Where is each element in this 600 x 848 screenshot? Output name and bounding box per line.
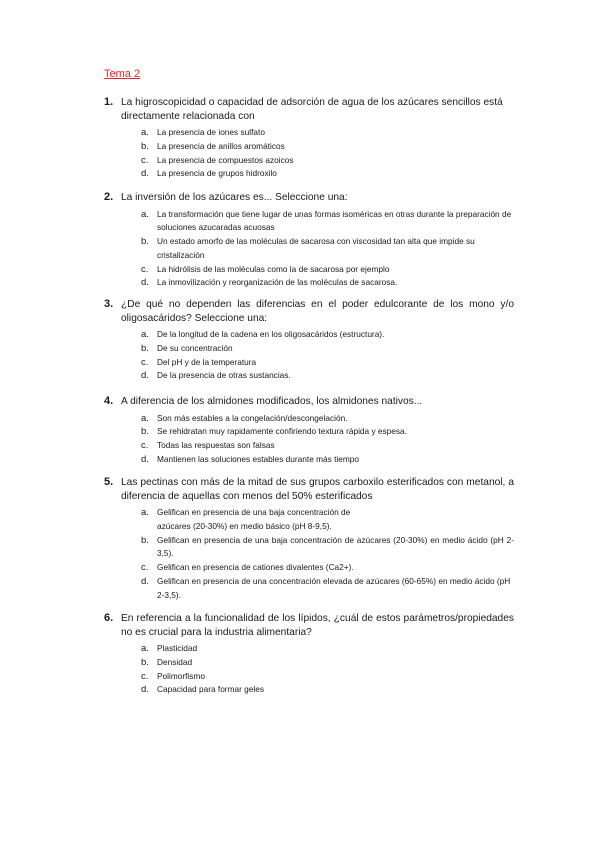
question-number: 6. bbox=[104, 612, 114, 624]
option-a[interactable] bbox=[104, 126, 514, 140]
option-a[interactable] bbox=[104, 642, 514, 656]
question-6 bbox=[104, 612, 514, 697]
option-c[interactable] bbox=[104, 561, 514, 575]
option-b[interactable] bbox=[104, 140, 514, 154]
question-2 bbox=[104, 191, 514, 290]
option-text: Son más estables a la congelación/descongelación. bbox=[157, 412, 348, 423]
option-b[interactable] bbox=[104, 342, 514, 356]
question-text: ¿De qué no dependen las diferencias en el poder edulcorante de los mono y/o oligosacáridos? Seleccione una: bbox=[121, 299, 514, 324]
question-text: A diferencia de los almidones modificados, los almidones nativos... bbox=[121, 396, 423, 407]
option-c[interactable] bbox=[104, 263, 514, 277]
option-text: La presencia de anillos aromáticos bbox=[157, 140, 285, 151]
option-text: De su concentración bbox=[157, 342, 233, 353]
option-d[interactable] bbox=[104, 453, 514, 467]
option-letter: d. bbox=[141, 370, 149, 382]
option-letter: d. bbox=[141, 168, 149, 180]
question-3 bbox=[104, 298, 514, 383]
option-text: Polimorfismo bbox=[157, 670, 205, 681]
question-number: 2. bbox=[104, 191, 114, 203]
option-text: Plasticidad bbox=[157, 643, 198, 653]
option-text: La inmovilización y reorganización de las moléculas de sacarosa. bbox=[157, 277, 398, 288]
option-letter: d. bbox=[141, 575, 149, 587]
options-list bbox=[104, 642, 514, 697]
option-a[interactable] bbox=[104, 208, 514, 236]
question-number: 4. bbox=[104, 395, 114, 407]
option-letter: b. bbox=[141, 656, 149, 668]
option-text: Un estado amorfo de las moléculas de sacarosa con viscosidad tan alta que impide su cristalización bbox=[157, 236, 475, 260]
option-letter: d. bbox=[141, 453, 149, 465]
option-text: Todas las respuestas son falsas bbox=[157, 440, 275, 451]
option-text: La presencia de grupos hidroxilo bbox=[157, 168, 277, 179]
question-1 bbox=[104, 96, 514, 181]
option-letter: b. bbox=[141, 342, 149, 354]
option-letter: b. bbox=[141, 236, 149, 248]
options-list bbox=[104, 126, 514, 181]
options-list bbox=[104, 328, 514, 383]
option-d[interactable] bbox=[104, 683, 514, 697]
option-letter: c. bbox=[141, 263, 149, 275]
option-letter: c. bbox=[141, 154, 149, 166]
option-text: Gelifican en presencia de una baja concentración de azúcares (20-30%) en medio ácido (pH 2-3,5). bbox=[157, 534, 514, 559]
option-d[interactable] bbox=[104, 369, 514, 383]
question-number: 5. bbox=[104, 476, 114, 488]
question-text: Las pectinas con más de la mitad de sus grupos carboxilo esterificados con metanol, a diferencia de aquellas con menos del 50% esterificados bbox=[121, 477, 514, 502]
option-text: Mantienen las soluciones estables durante más tiempo bbox=[157, 453, 360, 464]
option-b[interactable] bbox=[104, 656, 514, 670]
option-text: Se rehidratan muy rapidamente confiriendo textura rápida y espesa. bbox=[157, 426, 407, 437]
option-d[interactable] bbox=[104, 276, 514, 290]
options-list bbox=[104, 208, 514, 291]
option-letter: c. bbox=[141, 440, 149, 452]
question-number: 3. bbox=[104, 298, 114, 310]
question-5 bbox=[104, 476, 514, 603]
option-b[interactable] bbox=[104, 235, 514, 263]
option-letter: a. bbox=[141, 208, 149, 220]
option-a[interactable] bbox=[104, 412, 514, 426]
option-letter: d. bbox=[141, 277, 149, 289]
question-4 bbox=[104, 395, 514, 467]
option-d[interactable] bbox=[104, 167, 514, 181]
option-letter: a. bbox=[141, 127, 149, 138]
option-a[interactable] bbox=[104, 506, 514, 534]
option-letter: c. bbox=[141, 670, 149, 682]
question-text: En referencia a la funcionalidad de los lípidos, ¿cuál de estos parámetros/propiedades no es crucial para la industria alimentaria? bbox=[121, 613, 514, 638]
option-text: Gelifican en presencia de una concentración elevada de azúcares (60-65%) en medio ácido (pH 2-3,5). bbox=[157, 575, 511, 600]
section-title: Tema 2 bbox=[104, 68, 141, 80]
question-number: 1. bbox=[104, 96, 114, 108]
option-text: La presencia de compuestos azoicos bbox=[157, 154, 294, 165]
option-c[interactable] bbox=[104, 356, 514, 370]
option-text: De la presencia de otras sustancias. bbox=[157, 370, 291, 381]
option-text: Del pH y de la temperatura bbox=[157, 356, 257, 367]
option-letter: a. bbox=[141, 643, 149, 654]
option-b[interactable] bbox=[104, 425, 514, 439]
option-text: Gelifican en presencia de cationes divalentes (Ca2+). bbox=[157, 562, 354, 573]
option-text: Gelifican en presencia de una baja concentración de azúcares (20-30%) en medio básico (pH 8-9,5). bbox=[157, 507, 351, 531]
option-letter: c. bbox=[141, 356, 149, 368]
option-letter: d. bbox=[141, 684, 149, 696]
option-text: Densidad bbox=[157, 656, 193, 667]
option-letter: c. bbox=[141, 562, 149, 574]
question-text: La higroscopicidad o capacidad de adsorción de agua de los azúcares sencillos está directamente relacionada con bbox=[121, 97, 503, 122]
option-text: La transformación que tiene lugar de unas formas isoméricas en otras durante la preparación de soluciones azucaradas acuosas bbox=[157, 208, 512, 233]
option-text: Capacidad para formar geles bbox=[157, 684, 264, 695]
options-list bbox=[104, 506, 514, 603]
option-text: De la longitud de la cadena en los oligosacáridos (estructura). bbox=[157, 329, 385, 339]
option-c[interactable] bbox=[104, 670, 514, 684]
option-a[interactable] bbox=[104, 328, 514, 342]
option-letter: a. bbox=[141, 412, 149, 424]
option-letter: a. bbox=[141, 507, 149, 518]
option-d[interactable] bbox=[104, 575, 514, 603]
option-letter: b. bbox=[141, 426, 149, 438]
question-text: La inversión de los azúcares es... Seleccione una: bbox=[121, 192, 348, 203]
option-letter: b. bbox=[141, 534, 149, 546]
option-c[interactable] bbox=[104, 439, 514, 453]
option-b[interactable] bbox=[104, 534, 514, 562]
option-letter: b. bbox=[141, 140, 149, 152]
option-letter: a. bbox=[141, 329, 149, 340]
options-list bbox=[104, 412, 514, 467]
option-text: La hidrólisis de las moléculas como la de sacarosa por ejemplo bbox=[157, 263, 390, 274]
option-c[interactable] bbox=[104, 154, 514, 168]
option-text: La presencia de iones sulfato bbox=[157, 127, 265, 137]
